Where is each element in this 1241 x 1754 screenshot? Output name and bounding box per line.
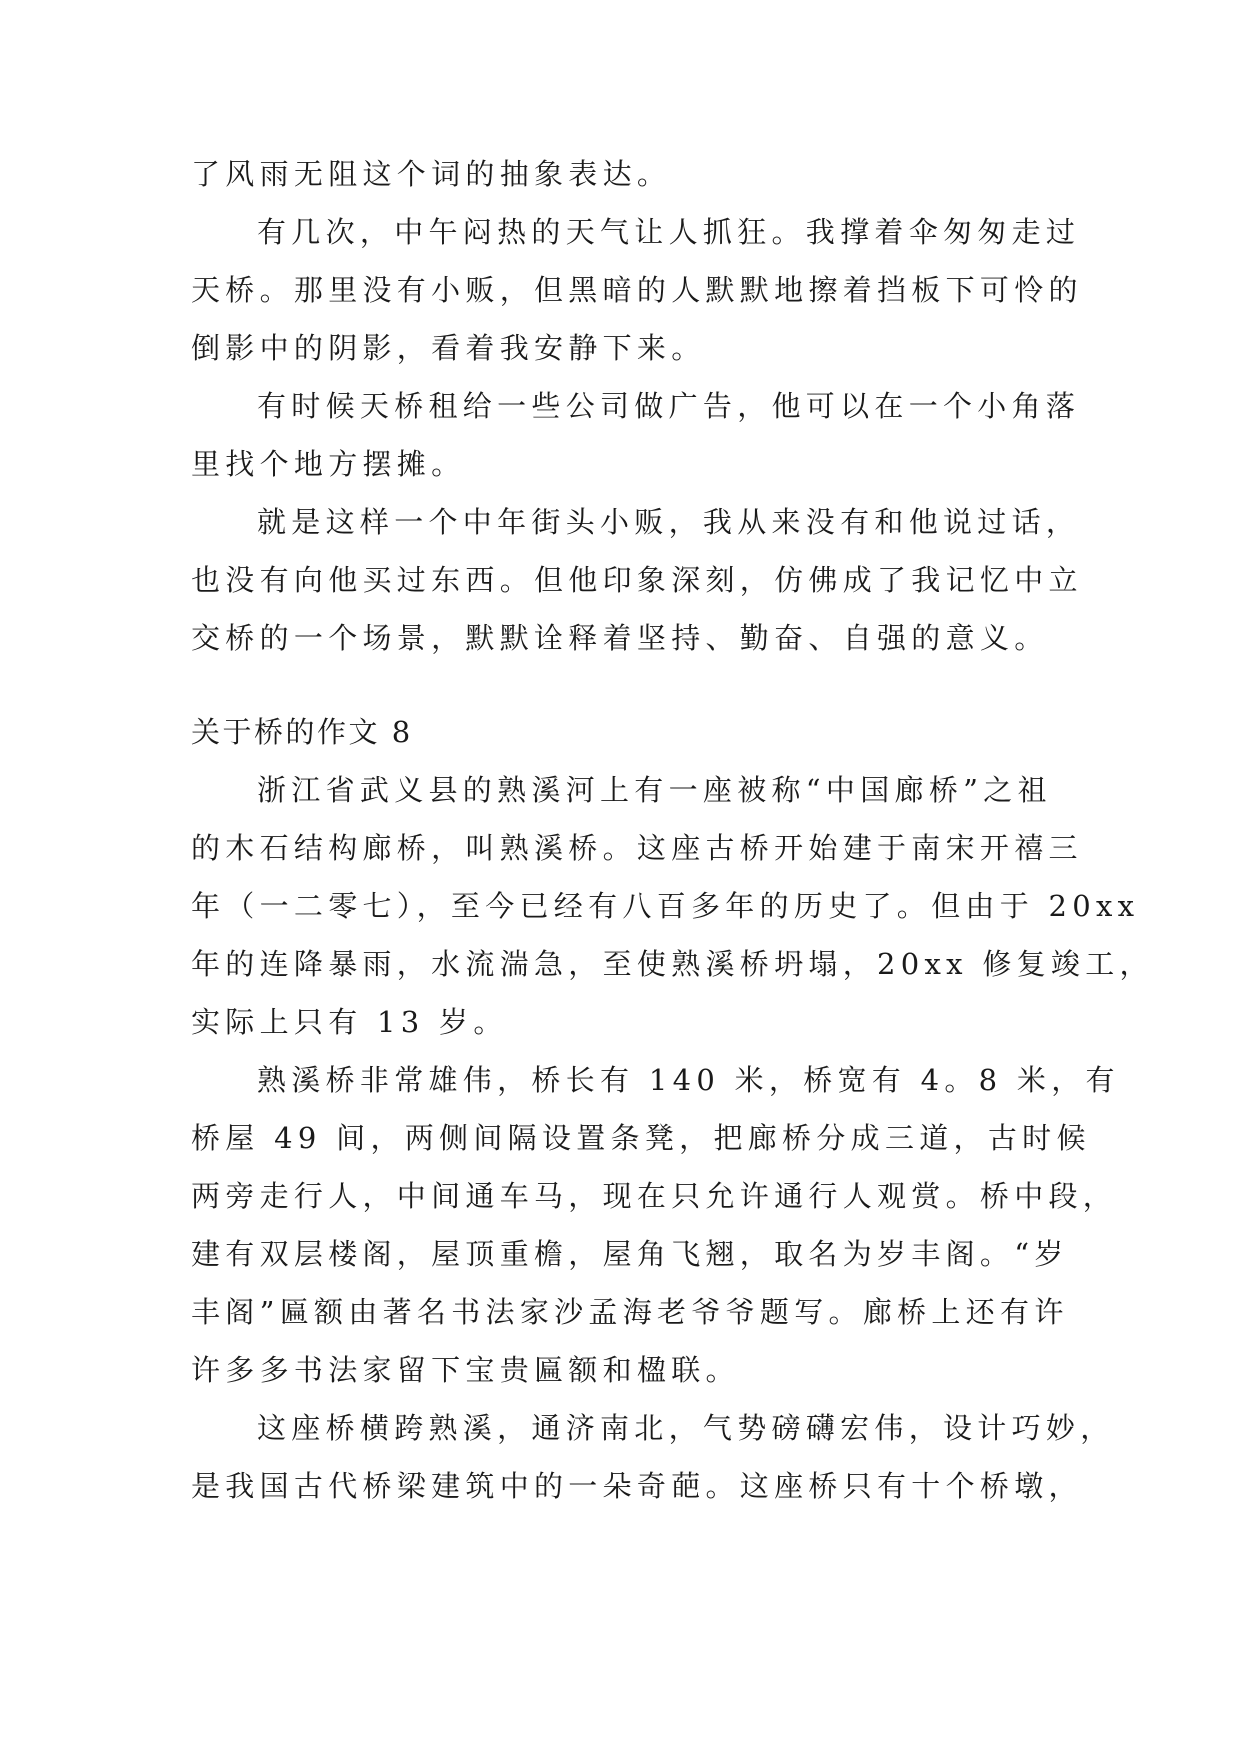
text-line: 倒影中的阴影，看着我安静下来。 [191, 331, 706, 365]
document-page [191, 154, 1154, 1524]
text-line: 有几次，中午闷热的天气让人抓狂。我撑着伞匆匆走过 [257, 215, 1081, 249]
text-line: 是我国古代桥梁建筑中的一朵奇葩。这座桥只有十个桥墩， [191, 1469, 1083, 1503]
text-line: 天桥。那里没有小贩，但黑暗的人默默地擦着挡板下可怜的 [191, 273, 1083, 307]
text-line: 年的连降暴雨，水流湍急，至使熟溪桥坍塌，20xx 修复竣工， [191, 947, 1154, 981]
text-line: 实际上只有 13 岁。 [191, 1005, 508, 1039]
text-line: 两旁走行人，中间通车马，现在只允许通行人观赏。桥中段， [191, 1179, 1118, 1213]
text-line: 交桥的一个场景，默默诠释着坚持、勤奋、自强的意义。 [191, 621, 1049, 655]
text-line: 里找个地方摆摊。 [191, 447, 466, 481]
text-line: 有时候天桥租给一些公司做广告，他可以在一个小角落 [257, 389, 1081, 423]
text-line: 了风雨无阻这个词的抽象表达。 [191, 157, 672, 191]
text-line: 浙江省武义县的熟溪河上有一座被称“中国廊桥”之祖 [257, 773, 1052, 807]
section-title: 关于桥的作文 8 [191, 715, 413, 749]
text-line: 丰阁”匾额由著名书法家沙孟海老爷爷题写。廊桥上还有许 [191, 1295, 1069, 1329]
text-line: 就是这样一个中年街头小贩，我从来没有和他说过话， [257, 505, 1081, 539]
text-line: 桥屋 49 间，两侧间隔设置条凳，把廊桥分成三道，古时候 [191, 1121, 1091, 1155]
text-line: 的木石结构廊桥，叫熟溪桥。这座古桥开始建于南宋开禧三 [191, 831, 1083, 865]
text-line: 也没有向他买过东西。但他印象深刻，仿佛成了我记忆中立 [191, 563, 1083, 597]
text-line: 年（一二零七），至今已经有八百多年的历史了。但由于 20xx [191, 889, 1140, 923]
text-line: 许多多书法家留下宝贵匾额和楹联。 [191, 1353, 740, 1387]
text-line: 这座桥横跨熟溪，通济南北，气势磅礴宏伟，设计巧妙， [257, 1411, 1115, 1445]
text-line: 建有双层楼阁，屋顶重檐，屋角飞翘，取名为岁丰阁。“岁 [191, 1237, 1069, 1271]
text-line: 熟溪桥非常雄伟，桥长有 140 米，桥宽有 4。8 米，有 [257, 1063, 1120, 1097]
